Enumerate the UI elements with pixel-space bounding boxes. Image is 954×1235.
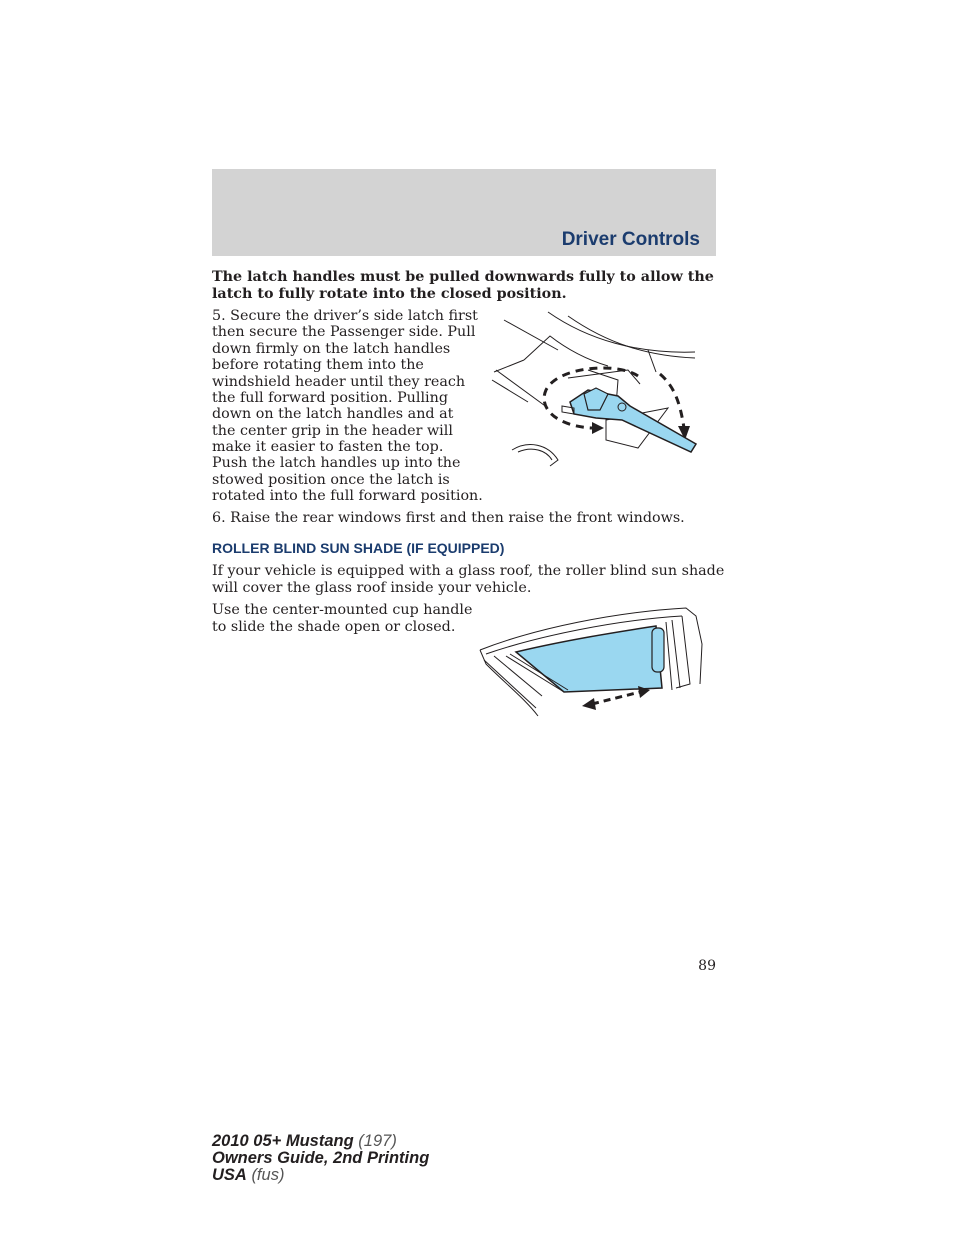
warning-line-1: The latch handles must be pulled downwards fully to allow the	[212, 269, 714, 285]
step-5-line: 5. Secure the driver’s side latch first	[212, 308, 478, 324]
step-6-text: 6. Raise the rear windows first and then raise the front windows.	[212, 510, 685, 526]
section-title: Driver Controls	[561, 229, 700, 250]
header-band	[212, 169, 716, 256]
step-5-line: stowed position once the latch is	[212, 472, 450, 488]
step-5-line: before rotating them into the	[212, 357, 424, 373]
footer	[212, 1133, 429, 1184]
roller-para-1-line-1: If your vehicle is equipped with a glass roof, the roller blind sun shade	[212, 563, 725, 579]
step-5-line: the full forward position. Pulling	[212, 390, 448, 406]
step-5-line: rotated into the full forward position.	[212, 488, 483, 504]
roller-blind-heading: ROLLER BLIND SUN SHADE (IF EQUIPPED)	[212, 540, 505, 556]
footer-line-2: Owners Guide, 2nd Printing	[212, 1149, 430, 1167]
step-5-line: the center grip in the header will	[212, 423, 453, 439]
step-5-line: then secure the Passenger side. Pull	[212, 324, 476, 340]
roller-para-1-line-2: will cover the glass roof inside your vehicle.	[212, 580, 532, 596]
step-5-line: windshield header until they reach	[212, 374, 466, 390]
step-5-line: Push the latch handles up into the	[212, 455, 461, 471]
step-5-line: down firmly on the latch handles	[212, 341, 451, 357]
step-5-line: make it easier to fasten the top.	[212, 439, 444, 455]
warning-line-2: latch to fully rotate into the closed position.	[212, 286, 567, 302]
footer-line-3: USA (fus)	[212, 1166, 285, 1184]
footer-line-1: 2010 05+ Mustang (197)	[212, 1132, 397, 1150]
roller-para-2-line-1: Use the center-mounted cup handle	[212, 602, 473, 618]
latch-handle-illustration	[488, 310, 703, 470]
roller-para-2-line-2: to slide the shade open or closed.	[212, 619, 456, 635]
step-5-line: down on the latch handles and at	[212, 406, 454, 422]
roller-sunshade-illustration	[476, 604, 706, 720]
page-number: 89	[698, 958, 716, 974]
